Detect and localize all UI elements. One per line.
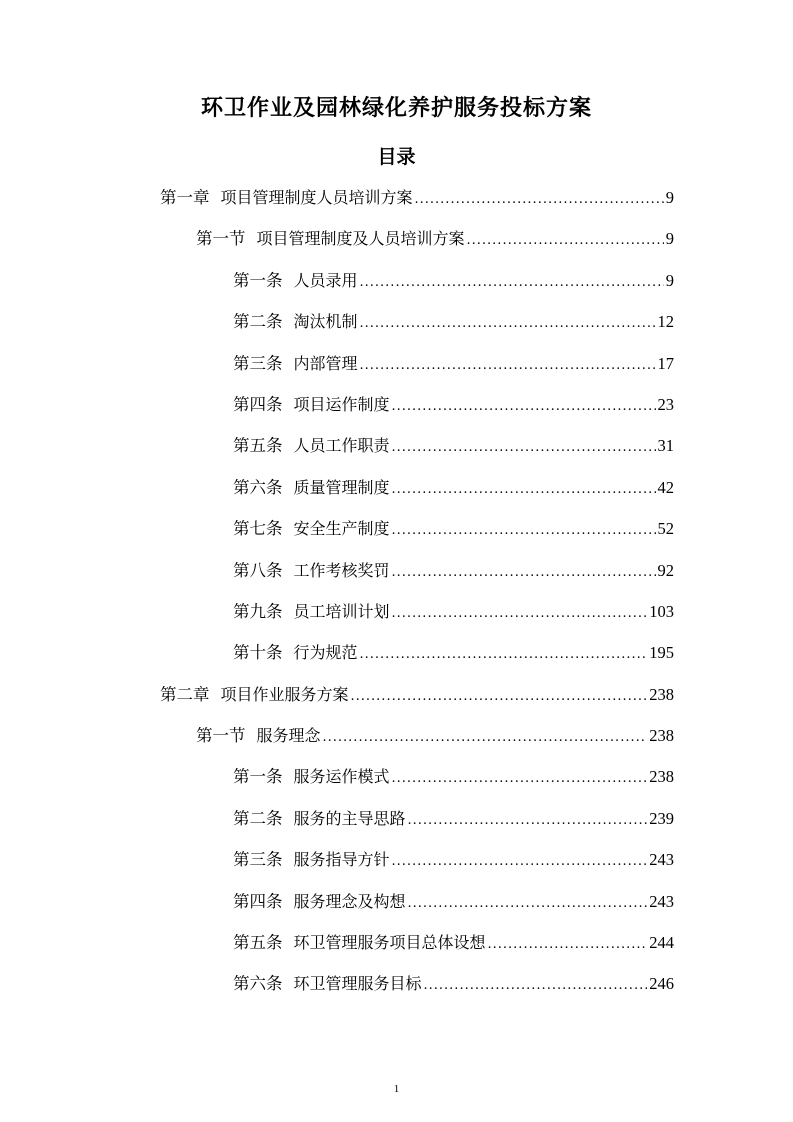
toc-entry[interactable] — [233, 848, 674, 889]
toc-entry-number: 第十条 — [233, 643, 283, 663]
toc-entry-number: 第九条 — [233, 601, 283, 621]
toc-entry[interactable] — [233, 641, 674, 682]
toc-entry-text: 服务理念及构想 — [293, 891, 406, 911]
toc-entry-page: 239 — [649, 808, 674, 828]
toc-entry[interactable] — [233, 807, 674, 848]
toc-entry-page: 9 — [665, 229, 674, 249]
toc-entry-number: 第一条 — [233, 270, 283, 290]
toc-dot-leader — [488, 933, 648, 957]
toc-dot-leader — [408, 809, 648, 833]
toc-entry-text: 环卫管理服务项目总体设想 — [293, 933, 486, 953]
toc-dot-leader — [351, 685, 648, 709]
toc-entry[interactable] — [233, 931, 674, 972]
toc-entry[interactable] — [196, 227, 674, 268]
toc-entry-page: 9 — [665, 270, 674, 290]
toc-dot-leader — [360, 643, 648, 667]
toc-entry-text: 安全生产制度 — [293, 519, 390, 539]
toc-entry-number: 第六条 — [233, 477, 283, 497]
toc-dot-leader — [392, 395, 656, 419]
toc-entry-page: 9 — [665, 188, 674, 207]
toc-entry[interactable] — [160, 683, 674, 724]
toc-entry-text: 服务理念 — [256, 726, 321, 746]
toc-entry[interactable] — [233, 310, 674, 351]
toc-entry-text: 工作考核奖罚 — [293, 560, 390, 580]
toc-entry-text: 质量管理制度 — [293, 477, 390, 497]
toc-dot-leader — [392, 436, 656, 460]
toc-dot-leader — [323, 726, 648, 750]
toc-entry-page: 238 — [649, 684, 674, 704]
toc-entry[interactable] — [233, 765, 674, 806]
toc-entry-number: 第一节 — [196, 229, 246, 249]
toc-entry[interactable] — [196, 724, 674, 765]
toc-dot-leader — [360, 312, 656, 336]
toc-dot-leader — [392, 519, 656, 543]
toc-dot-leader — [424, 974, 648, 998]
toc-entry[interactable] — [233, 890, 674, 931]
toc-entry-page: 244 — [649, 933, 674, 953]
toc-entry-page: 31 — [657, 436, 674, 456]
toc-entry[interactable] — [233, 352, 674, 393]
toc-entry[interactable] — [233, 600, 674, 641]
toc-entry[interactable] — [233, 269, 674, 310]
toc-dot-leader — [408, 892, 648, 916]
toc-dot-leader — [392, 602, 648, 626]
toc-entry-text: 员工培训计划 — [293, 601, 390, 621]
toc-entry-page: 238 — [649, 767, 674, 787]
toc-entry-text: 淘汰机制 — [293, 312, 358, 332]
toc-entry-text: 人员录用 — [293, 270, 358, 290]
toc-entry-page: 103 — [649, 601, 674, 621]
toc-entry[interactable] — [233, 476, 674, 517]
toc-entry-number: 第一章 — [160, 188, 210, 207]
toc-entry-number: 第七条 — [233, 519, 283, 539]
toc-entry-page: 195 — [649, 643, 674, 663]
toc-entry[interactable] — [233, 559, 674, 600]
toc-entry-text: 项目作业服务方案 — [220, 684, 349, 704]
toc-dot-leader — [360, 271, 664, 295]
toc-entry[interactable] — [160, 186, 674, 227]
toc-entry-number: 第五条 — [233, 436, 283, 456]
toc-entry-page: 23 — [657, 394, 674, 414]
toc-entry-page: 92 — [657, 560, 674, 580]
toc-heading: 目录 — [377, 146, 416, 168]
toc-entry-text: 服务的主导思路 — [293, 808, 406, 828]
toc-entry-page: 243 — [649, 850, 674, 870]
toc-dot-leader — [467, 229, 664, 253]
toc-entry-number: 第四条 — [233, 394, 283, 414]
toc-entry-text: 行为规范 — [293, 643, 358, 663]
toc-entry-number: 第三条 — [233, 353, 283, 373]
toc-entry-text: 项目管理制度人员培训方案 — [220, 188, 413, 207]
toc-entry-text: 环卫管理服务目标 — [293, 974, 422, 994]
toc-entry-number: 第五条 — [233, 933, 283, 953]
toc-entry-number: 第二章 — [160, 684, 210, 704]
toc-entry[interactable] — [233, 517, 674, 558]
toc-dot-leader — [392, 561, 656, 585]
toc-entry-number: 第一条 — [233, 767, 283, 787]
toc-entry-page: 17 — [657, 353, 674, 373]
toc-entry[interactable] — [233, 972, 674, 1013]
toc-entry-text: 项目运作制度 — [293, 394, 390, 414]
toc-entry-number: 第二条 — [233, 808, 283, 828]
toc-entry[interactable] — [233, 434, 674, 475]
table-of-contents — [0, 186, 793, 1014]
toc-entry-number: 第八条 — [233, 560, 283, 580]
toc-entry-page: 243 — [649, 891, 674, 911]
toc-entry-page: 42 — [657, 477, 674, 497]
toc-entry-number: 第六条 — [233, 974, 283, 994]
toc-entry-text: 内部管理 — [293, 353, 358, 373]
toc-entry-number: 第四条 — [233, 891, 283, 911]
toc-entry-text: 人员工作职责 — [293, 436, 390, 456]
toc-dot-leader — [392, 478, 656, 502]
toc-entry-text: 项目管理制度及人员培训方案 — [256, 229, 465, 249]
toc-entry-page: 12 — [657, 312, 674, 332]
toc-entry-number: 第一节 — [196, 726, 246, 746]
toc-entry-page: 246 — [649, 974, 674, 994]
page-number: 1 — [393, 1083, 400, 1095]
toc-dot-leader — [415, 188, 664, 212]
toc-dot-leader — [392, 767, 648, 791]
toc-entry[interactable] — [233, 393, 674, 434]
toc-entry-page: 52 — [657, 519, 674, 539]
toc-entry-number: 第三条 — [233, 850, 283, 870]
toc-dot-leader — [360, 354, 656, 378]
document-title: 环卫作业及园林绿化养护服务投标方案 — [200, 96, 592, 121]
toc-entry-number: 第二条 — [233, 312, 283, 332]
toc-dot-leader — [392, 850, 648, 874]
toc-entry-text: 服务运作模式 — [293, 767, 390, 787]
toc-entry-text: 服务指导方针 — [293, 850, 390, 870]
toc-entry-page: 238 — [649, 726, 674, 746]
